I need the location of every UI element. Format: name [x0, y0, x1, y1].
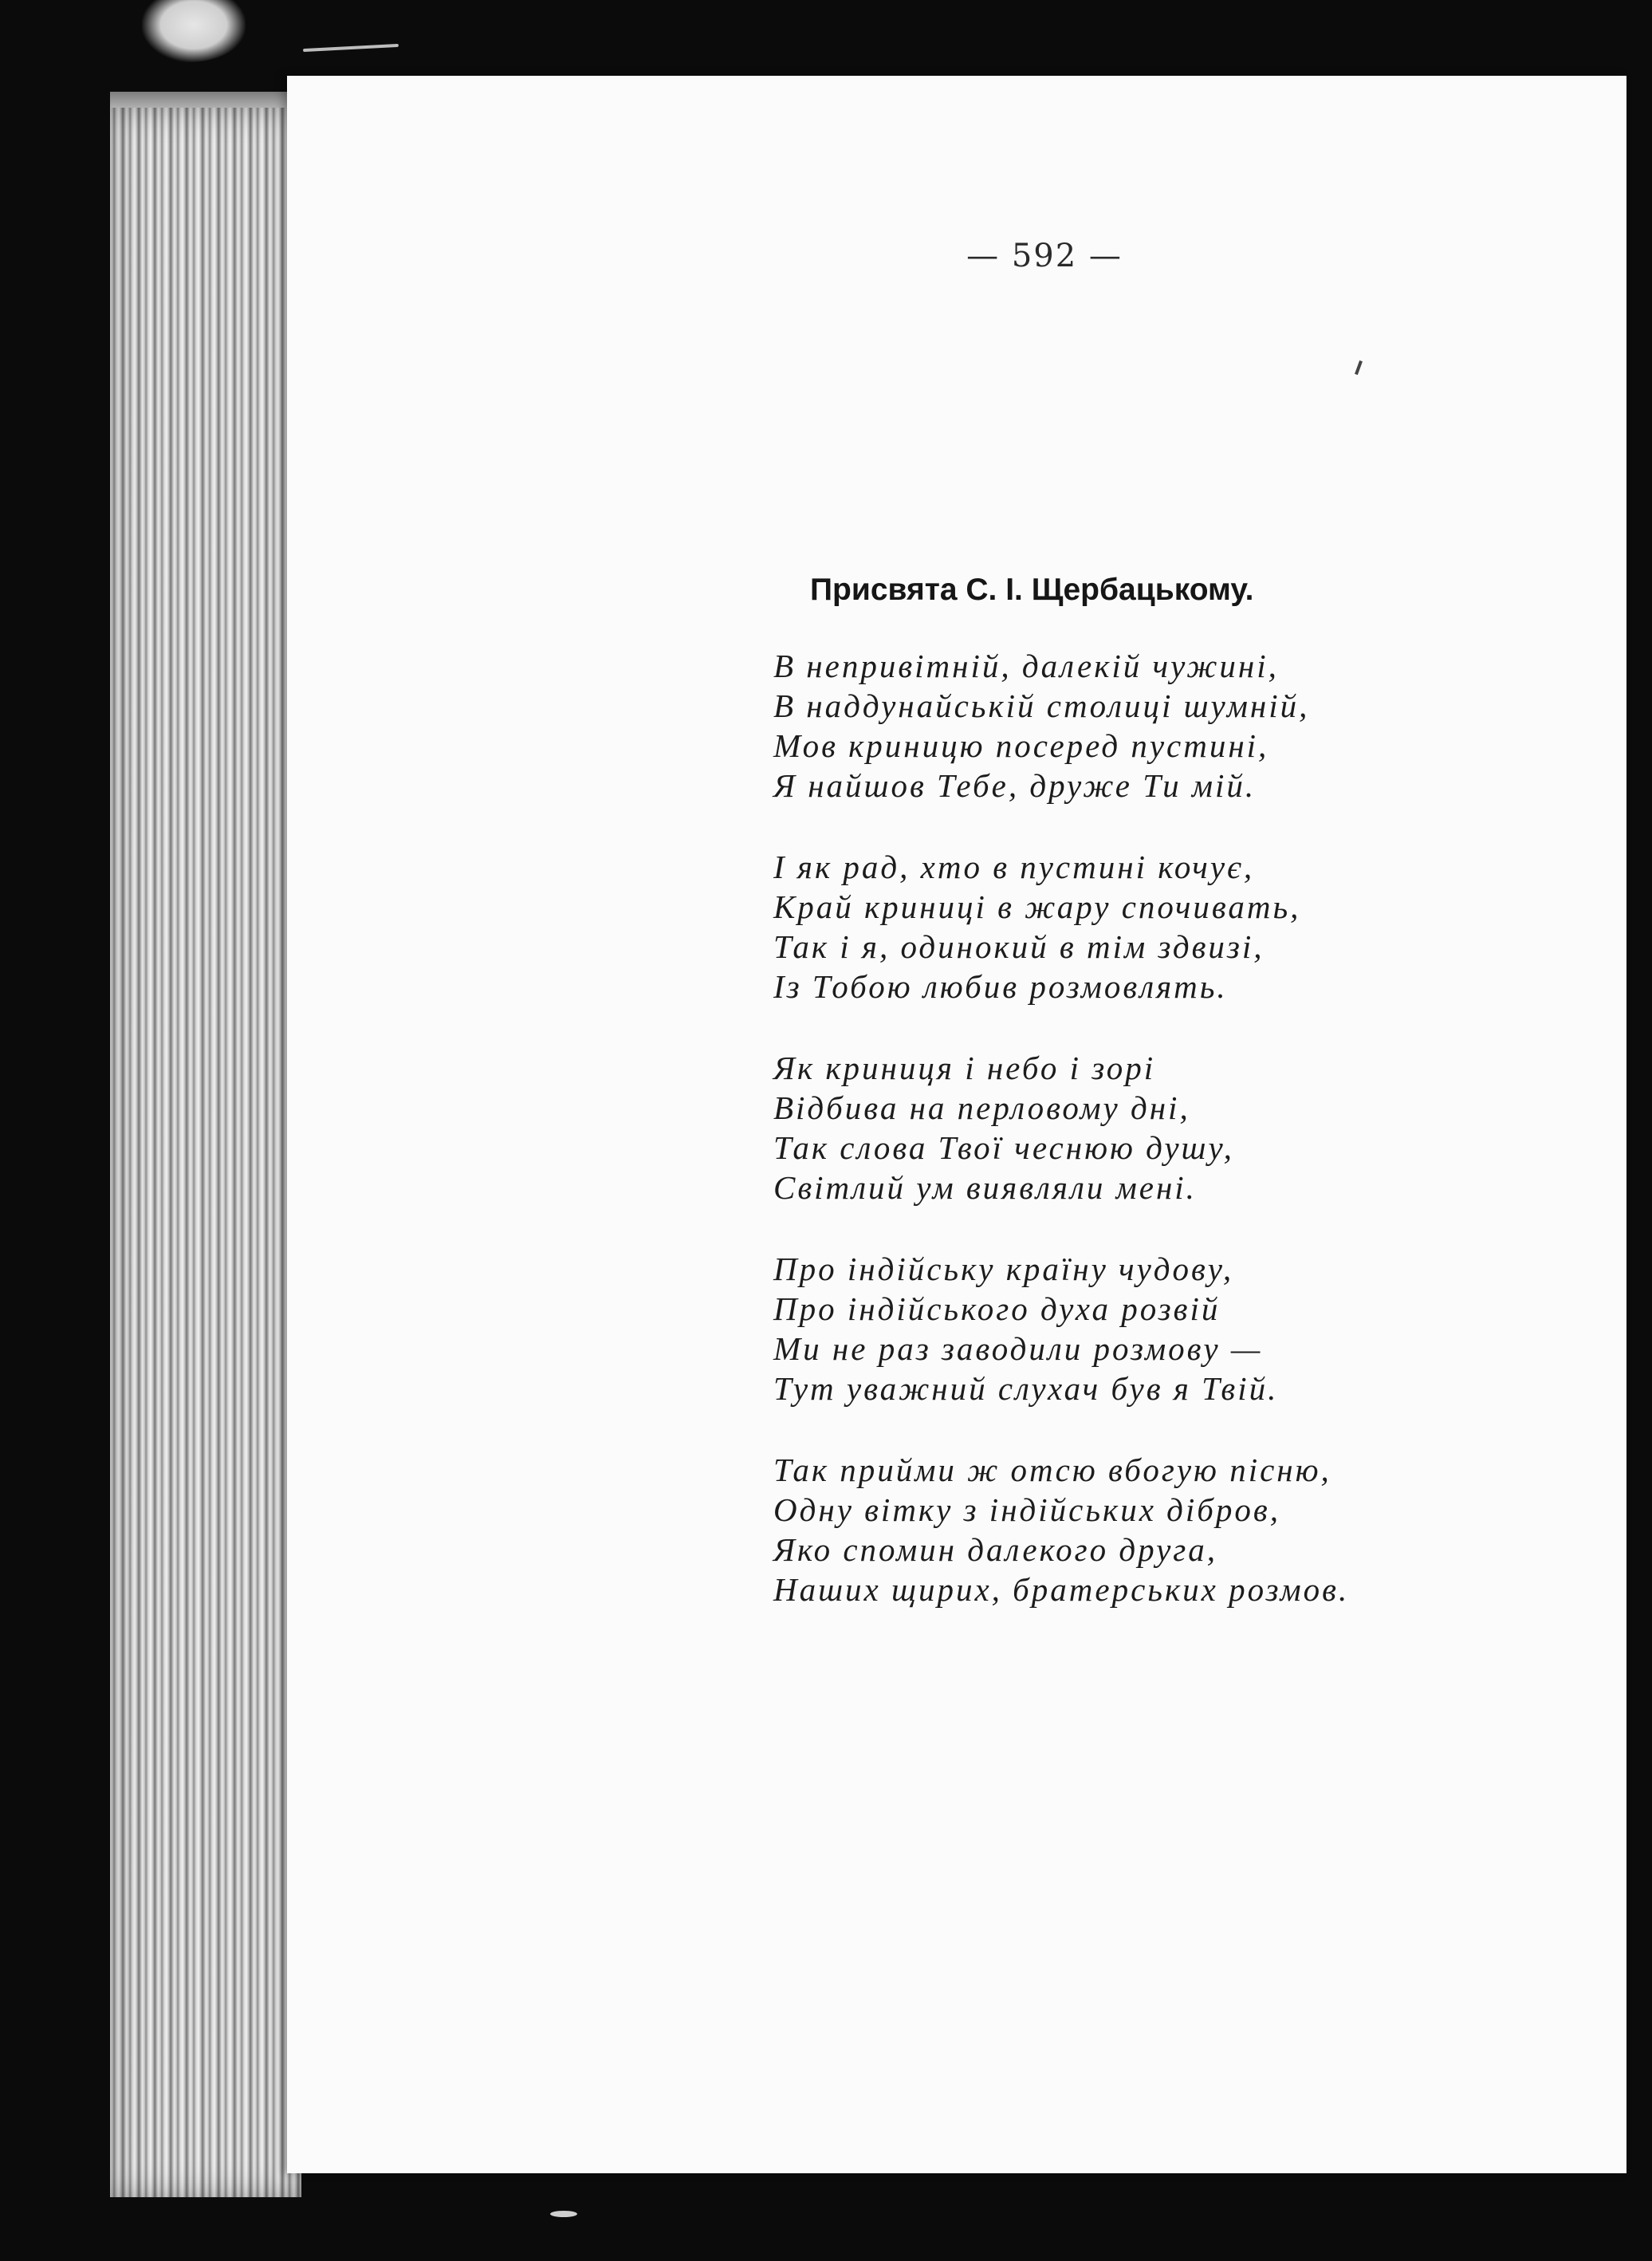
stanza [773, 1249, 1595, 1408]
poem-line: І як рад, хто в пустині кочує, [773, 849, 1255, 885]
poem-line: Край криниці в жару спочивать, [773, 888, 1301, 925]
scan-artifact-line [303, 44, 399, 52]
poem-line: Одну вітку з індійських дібров, [773, 1491, 1280, 1528]
poem-line: Яко спомин далекого друга, [773, 1531, 1218, 1568]
poem-body [773, 646, 1595, 1651]
poem-line: Як криниця і небо і зорі [773, 1050, 1156, 1086]
stanza [773, 847, 1595, 1006]
poem-line: Про індійського духа розвій [773, 1290, 1221, 1327]
stanza [773, 1048, 1595, 1207]
poem-line: В непривітній, далекій чужині, [773, 648, 1279, 684]
poem-line: Я найшов Тебе, друже Ти мій. [773, 767, 1257, 804]
stanza [773, 646, 1595, 806]
scan-artifact-bottom [550, 2211, 577, 2217]
page-number: — 592 — [966, 238, 1123, 274]
poem-line: В наддунайській столиці шумній, [773, 687, 1310, 724]
poem-line: Тут уважний слухач був я Твій. [773, 1370, 1279, 1407]
poem-line: Так і я, одинокий в тім здвизі, [773, 928, 1265, 965]
stanza [773, 1450, 1595, 1609]
poem-line: Ми не раз заводили розмову — [773, 1330, 1263, 1367]
poem-line: Так прийми ж отсю вбогую пісню, [773, 1452, 1331, 1488]
poem-line: Відбива на перловому дні, [773, 1089, 1190, 1126]
poem-title: Присвята С. І. Щербацькому. [810, 573, 1254, 607]
book-page-edges [110, 108, 301, 2197]
poem-line: Так слова Твої чеснюю душу, [773, 1129, 1234, 1166]
poem-line: Світлий ум виявляли мені. [773, 1169, 1197, 1206]
scan-artifact-blob [142, 0, 246, 62]
poem-line: Про індійську країну чудову, [773, 1251, 1234, 1287]
poem-line: Наших щирих, братерських розмов. [773, 1571, 1350, 1608]
poem-line: Мов криницю посеред пустині, [773, 727, 1269, 764]
poem-line: Із Тобою любив розмовлять. [773, 968, 1228, 1005]
